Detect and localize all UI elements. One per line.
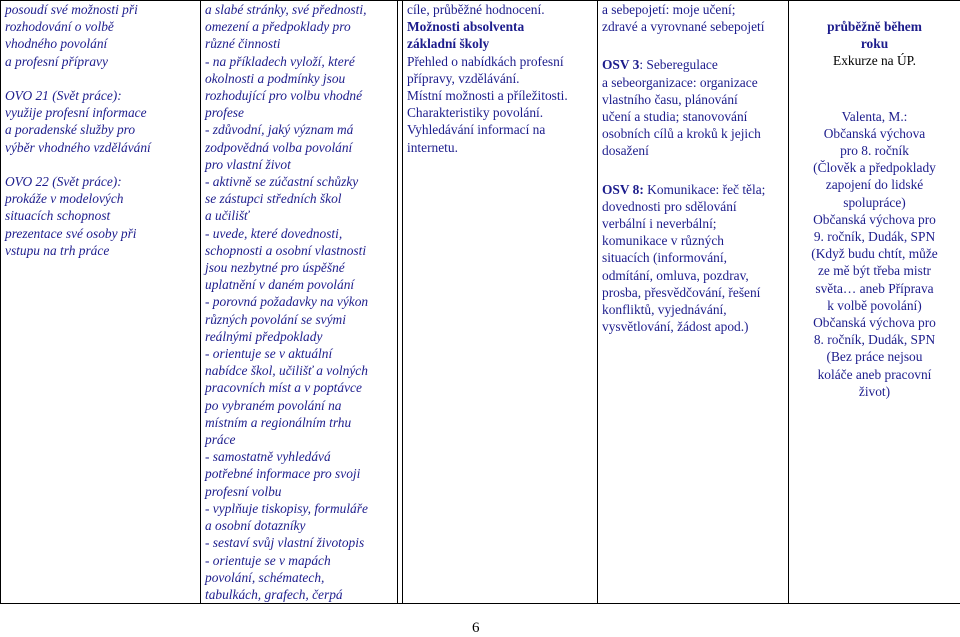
learning-outcome-line: omezení a předpoklady pro (205, 19, 351, 35)
osv-intro (602, 1, 784, 35)
reference-line: k volbě povolání) (827, 297, 922, 313)
learning-outcome-line: různé činnosti (205, 36, 281, 52)
content-line: Místní možnosti a příležitosti. (407, 88, 568, 104)
outcome-line: využije profesní informace (5, 105, 147, 121)
osv3-line: učení a studia; stanovování (602, 109, 748, 125)
learning-outcomes-cell (201, 1, 398, 604)
learning-outcome-line: rozhodující pro volbu vhodné (205, 88, 363, 104)
osv8-text (602, 198, 784, 336)
osv3-line: vlastního času, plánování (602, 91, 738, 107)
osv3-block (602, 56, 784, 73)
learning-outcome-line: profesní volbu (205, 483, 282, 499)
learning-outcome-line: a učilišť (205, 208, 249, 224)
outcome-line: prokáže v modelových (5, 191, 124, 207)
timing-label: průběžně během (827, 19, 922, 34)
osv8-line: prosba, přesvědčování, řešení (602, 284, 761, 300)
learning-outcome-line: - orientuje se v mapách (205, 552, 331, 568)
osv8-block (602, 181, 784, 198)
learning-outcome-line: a osobní dotazníky (205, 518, 306, 534)
osv8-heading: OSV 8: (602, 181, 644, 197)
learning-outcome-line: - porovná požadavky na výkon (205, 294, 369, 310)
learning-outcome-line: - vyplňuje tiskopisy, formuláře (205, 500, 368, 516)
learning-outcome-line: - sestaví svůj vlastní životopis (205, 535, 365, 551)
reference-line: (Když budu chtít, může (811, 246, 938, 262)
osv8-line: dovednosti pro sdělování (602, 198, 737, 214)
reference-line: zapojení do lidské (825, 177, 924, 193)
learning-outcome-line: a slabé stránky, své přednosti, (205, 2, 367, 17)
learning-outcome-line: reálnými předpoklady (205, 328, 323, 344)
osv8-line: vysvětlování, žádost apod.) (602, 319, 749, 335)
learning-outcome-line: - aktivně se zúčastní schůzky (205, 174, 359, 190)
outcome-line: OVO 21 (Svět práce): (5, 88, 122, 104)
reference-line: Občanská výchova pro (813, 315, 936, 331)
learning-outcomes-text (205, 1, 393, 603)
learning-outcome-line: tabulkách, grafech, čerpá (205, 586, 343, 602)
osv-intro-line: zdravé a vyrovnané sebepojetí (602, 19, 765, 35)
excursion-note: Exkurze na ÚP. (833, 53, 916, 69)
content-heading-2: základní školy (407, 36, 490, 52)
reference-line: (Člověk a předpoklady (813, 160, 936, 176)
content-line: přípravy, vzdělávání. (407, 70, 520, 86)
reference-line: pro 8. ročník (840, 143, 909, 159)
learning-outcome-line: místním a regionálním trhu (205, 414, 352, 430)
outcomes-cell (1, 1, 201, 604)
learning-outcome-line: nabídce škol, učilišť a volných (205, 363, 368, 379)
learning-outcome-line: - samostatně vyhledává (205, 449, 331, 465)
osv3-line: osobních cílů a kroků k jejich (602, 126, 761, 142)
osv3-first: : Seberegulace (639, 57, 718, 73)
osv3-line: a sebeorganizace: organizace (602, 74, 758, 90)
content-line: Vyhledávání informací na (407, 122, 546, 138)
content-list (407, 53, 593, 156)
cross-curricular-cell (598, 1, 789, 604)
page-number: 6 (472, 620, 480, 636)
reference-line: koláče aneb pracovní (817, 366, 932, 382)
learning-outcome-line: potřebné informace pro svoji (205, 466, 361, 482)
learning-outcome-line: - zdůvodní, jaký význam má (205, 122, 354, 138)
learning-outcome-line: pro vlastní život (205, 156, 291, 172)
outcome-line: a poradenské služby pro (5, 122, 136, 138)
learning-outcome-line: zodpovědná volba povolání (205, 139, 353, 155)
learning-outcome-line: povolání, schématech, (205, 569, 325, 585)
learning-outcome-line: - orientuje se v aktuální (205, 346, 333, 362)
osv3-heading: OSV 3 (602, 57, 640, 73)
osv3-text (602, 74, 784, 160)
reference-line: 8. ročník, Dudák, SPN (813, 332, 936, 348)
outcome-line: prezentace své osoby při (5, 225, 137, 241)
osv8-line: verbální i neverbální; (602, 216, 717, 232)
learning-outcome-line: okolnosti a podmínky jsou (205, 70, 346, 86)
osv8-line: komunikace v různých (602, 233, 724, 249)
reference-line: 9. ročník, Dudák, SPN (813, 229, 936, 245)
outcome-line: výběr vhodného vzdělávání (5, 139, 151, 155)
content-line: Charakteristiky povolání. (407, 105, 544, 121)
content-line: internetu. (407, 139, 458, 155)
reference-line: Valenta, M.: (841, 108, 908, 124)
outcome-line: situacích schopnost (5, 208, 111, 224)
references-text (793, 108, 956, 400)
learning-outcome-line: pracovních míst a v poptávce (205, 380, 362, 396)
osv8-first: Komunikace: řeč těla; (643, 181, 766, 197)
learning-outcome-line: práce (205, 432, 236, 448)
learning-outcome-line: jsou nezbytné pro úspěšné (205, 260, 345, 276)
outcome-line: posoudí své možnosti při (5, 2, 138, 17)
reference-line: spolupráce) (843, 194, 906, 210)
outcome-line: vstupu na trh práce (5, 242, 110, 258)
reference-line: světa… aneb Příprava (815, 280, 934, 296)
outcome-line (5, 70, 196, 87)
content-intro: cíle, průběžné hodnocení. (407, 2, 545, 17)
learning-outcome-line: - uvede, které dovednosti, (205, 225, 343, 241)
outcome-line (5, 156, 196, 173)
osv-intro-line: a sebepojetí: moje učení; (602, 2, 736, 17)
notes-cell (789, 1, 960, 604)
curriculum-content-cell (403, 1, 598, 604)
osv8-line: situacích (informování, (602, 250, 727, 266)
table-row (1, 1, 960, 604)
learning-outcome-line: schopnosti a osobní vlastnosti (205, 242, 367, 258)
learning-outcome-line: po vybraném povolání na (205, 397, 342, 413)
learning-outcome-line: se zástupci středních škol (205, 191, 342, 207)
learning-outcome-line: - na příkladech vyloží, které (205, 53, 355, 69)
learning-outcome-line: profese (205, 105, 244, 121)
reference-line: život) (858, 383, 891, 399)
content-heading: Možnosti absolventa (407, 19, 525, 35)
learning-outcome-line: uplatnění v daném povolání (205, 277, 355, 293)
outcome-line: OVO 22 (Svět práce): (5, 174, 122, 190)
reference-line: (Bez práce nejsou (826, 349, 923, 365)
outcome-line: vhodného povolání (5, 36, 108, 52)
outcome-line: rozhodování o volbě (5, 19, 114, 35)
osv3-line: dosažení (602, 143, 649, 159)
reference-line: Občanská výchova pro (813, 211, 936, 227)
content-line: Přehled o nabídkách profesní (407, 53, 564, 69)
learning-outcome-line: různých povolání se svými (205, 311, 346, 327)
outcomes-text (5, 1, 196, 259)
reference-line: ze mě být třeba mistr (817, 263, 932, 279)
osv8-line: odmítání, omluva, pozdrav, (602, 267, 749, 283)
outcome-line: a profesní přípravy (5, 53, 108, 69)
reference-line: Občanská výchova (823, 125, 926, 141)
timing-label-2: roku (860, 36, 889, 52)
osv8-line: konfliktů, vyjednávání, (602, 302, 727, 318)
